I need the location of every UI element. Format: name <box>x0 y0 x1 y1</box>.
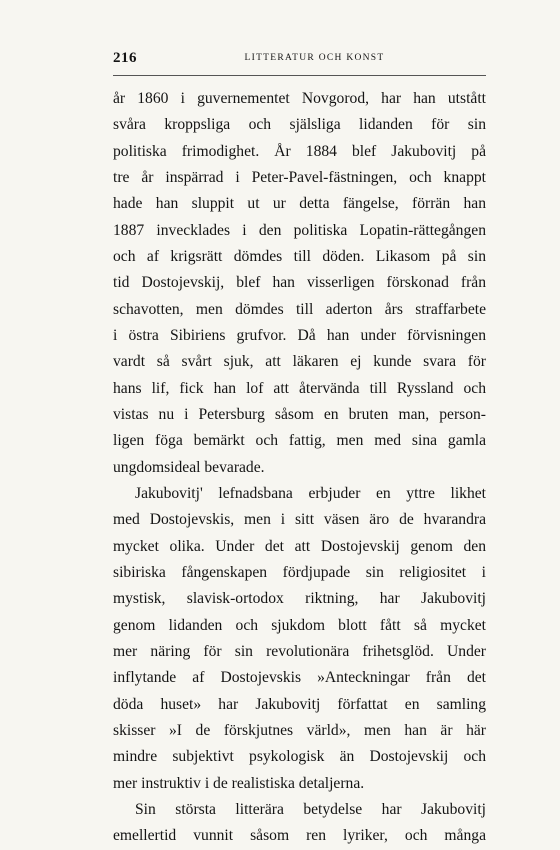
page-number: 216 <box>113 50 137 66</box>
text-line: politiska frimodighet. År 1884 blef Jakubovitj på <box>113 142 486 160</box>
text-line: mycket olika. Under det att Dostojevskij genom den <box>113 537 486 555</box>
text-line: genom lidanden och sjukdom blott fått så mycket <box>113 616 486 634</box>
text-line: emellertid vunnit såsom ren lyriker, och många <box>113 827 486 845</box>
text-line: 1887 invecklades i den politiska Lopatin-rättegången <box>113 221 486 239</box>
body-text <box>113 86 486 850</box>
text-line: med Dostojevskis, men i sitt väsen äro de hvarandra <box>113 511 486 529</box>
text-line: svåra kroppsliga och själsliga lidanden för sin <box>113 116 486 134</box>
text-line: vardt så svårt sjuk, att läkaren ej kunde svara för <box>113 353 486 371</box>
running-head: LITTERATUR OCH KONST <box>244 53 385 63</box>
text-line: och af krigsrätt dömdes till döden. Likasom på sin <box>113 247 486 265</box>
text-line: Sin största litterära betydelse har Jakubovitj <box>135 800 486 818</box>
text-line: inflytande af Dostojevskis »Anteckningar från det <box>113 669 486 687</box>
text-line: år 1860 i guvernementet Novgorod, har han utstått <box>113 90 486 107</box>
text-line: tid Dostojevskij, blef han visserligen förskonad från <box>113 274 486 292</box>
header-rule <box>113 75 486 76</box>
text-line: hade han sluppit ut ur detta fängelse, förrän han <box>113 195 486 213</box>
text-line: mindre subjektivt psykologisk än Dostojevskij och <box>113 748 486 766</box>
text-line: mystisk, slavisk-ortodox riktning, har Jakubovitj <box>113 590 486 608</box>
text-line: Jakubovitj' lefnadsbana erbjuder en yttre likhet <box>135 484 486 502</box>
text-line: schavotten, men dömdes till aderton års straffarbete <box>113 300 486 318</box>
text-line: mer näring för sin revolutionära frihetsglöd. Under <box>113 642 486 660</box>
text-line: i östra Sibiriens grufvor. Då han under förvisningen <box>113 326 486 344</box>
text-line: sibiriska fångenskapen fördjupade sin religiositet i <box>113 563 486 581</box>
text-line: tre år inspärrad i Peter-Pavel-fästningen, och knappt <box>113 168 486 186</box>
text-line: vistas nu i Petersburg såsom en bruten man, person- <box>113 405 486 423</box>
text-line: ligen föga bemärkt och fattig, men med sina gamla <box>113 432 486 450</box>
text-line: hans lif, fick han lof att återvända till Ryssland och <box>113 379 486 397</box>
text-line: ungdomsideal bevarade. <box>113 458 265 476</box>
text-line: mer instruktiv i de realistiska detaljerna. <box>113 774 365 792</box>
text-line: döda huset» har Jakubovitj författat en samling <box>113 695 486 713</box>
page-header <box>113 50 486 70</box>
text-line: skisser »I de förskjutnes värld», men han är här <box>113 721 486 739</box>
